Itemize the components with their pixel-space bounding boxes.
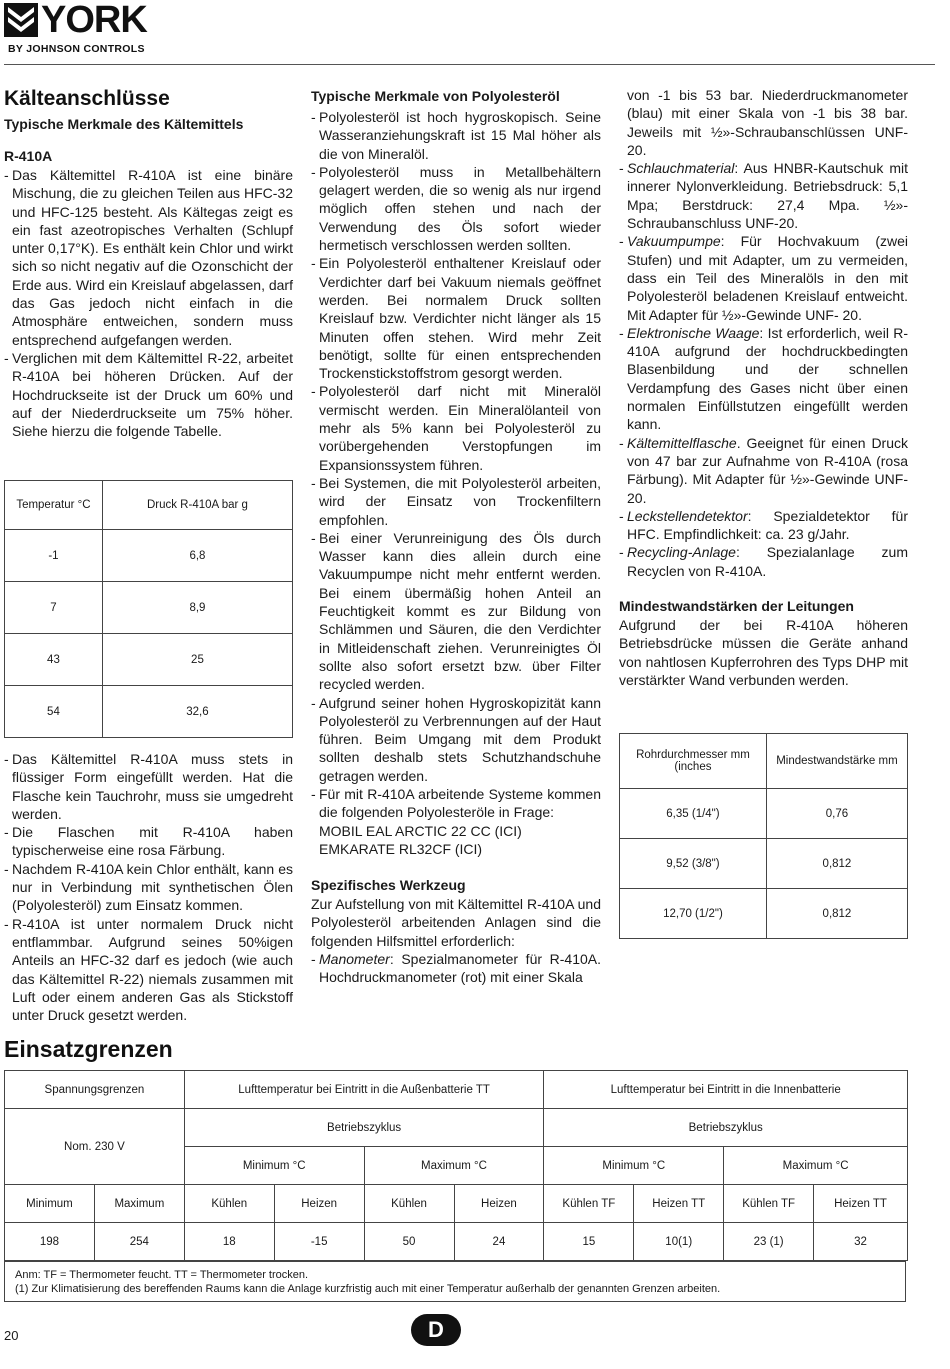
column-heading: Heizen TT [634,1185,724,1223]
list-item: - Bei Systemen, die mit Polyolesteröl arbeiten, wird der Einsatz von Trockenfiltern empfohlen. [311,474,601,529]
cell-temperature: 7 [5,582,103,634]
cell-value: 254 [94,1223,184,1261]
column-left-continued [4,750,293,1024]
brand-subtitle: BY JOHNSON CONTROLS [8,43,145,55]
tool-text: : Für Hochvakuum (zwei Stufen) und mit Adapter, um zu vermeiden, dass ein Teil des Mineralöls in den mit Polyolesteröl beladenen Kreislauf entweicht. Mit Adapter für ½»-Gewinde UNF- 20. [627,233,908,323]
list-item [619,434,908,507]
column-heading: Minimum [5,1185,95,1223]
list-item: - Polyolesteröl darf nicht mit Mineralöl vermischt werden. Ein Mineralölanteil von mehr als 5% kann bei Polyolesteröl zu vorübergehenden Verstopfungen im Expansionssystem führen. [311,382,601,473]
cell-wall: 0,812 [766,889,907,939]
cell-temperature: -1 [5,530,103,582]
pressure-table [4,480,293,738]
york-logo [4,0,164,59]
header-temperature: Temperatur °C [5,481,103,530]
tool-label: Vakuumpumpe [627,233,721,250]
tool-text: : Spezialanlage zum Recyclen von R-410A. [627,544,908,579]
refrigerant-handling-list [4,750,293,1024]
table-row [5,582,293,634]
list-item [619,324,908,434]
list-item: - Aufgrund seiner hohen Hygroskopizität kann Polyolesteröl zu Verbrennungen auf der Haut führen. Beim Umgang mit dem Produkt sollten deshalb stets Schutzhandschuhe getragen werden. [311,694,601,785]
note-footnote: (1) Zur Klimatisierung des bereffenden Raums kann die Anlage kurzfristig auch mit einer Temperatur außerhalb der genannten Grenzen arbeiten. [15,1283,721,1295]
table-row [5,530,293,582]
header-indoor-temperature: Lufttemperatur bei Eintritt in die Innenbatterie [544,1071,908,1109]
page-number: 20 [4,1328,19,1343]
header-voltage-limits: Spannungsgrenzen [5,1071,185,1109]
cell-value: -15 [274,1223,364,1261]
cell-diameter: 9,52 (3/8") [620,839,767,889]
refrigerant-name: R-410A [4,148,53,164]
header-pressure: Druck R-410A bar g [102,481,292,530]
list-item: - Verglichen mit dem Kältemittel R-22, arbeitet R-410A bei höheren Drücken. Auf der Hochdruckseite ist der Druck um 60% und auf der Niederdruckseite um 75% höher. Siehe hierzu die folgende Tabelle. [4,349,293,440]
polyolester-title: Typische Merkmale von Polyolesteröl [311,88,560,104]
table-row [620,889,908,939]
tool-text: . Geeignet für einen Druck von 47 bar zur Aufnahme von R-410A (rosa Färbung). Mit Adapter für ½»-Gewinde UNF-20. [627,434,908,506]
cell-value: 10(1) [634,1223,724,1261]
tool-text: : Spezialmanometer für R-410A. Hochdruckmanometer (rot) mit einer Skala [319,951,601,986]
column-left [4,86,293,440]
column-heading: Kühlen [364,1185,454,1223]
table-notes [4,1261,906,1302]
tool-text: : Spezialdetektor für HFC. Empfindlichkeit: ca. 23 g/Jahr. [627,507,908,543]
tools-title: Spezifisches Werkzeug [311,877,466,894]
cell-value: 18 [184,1223,274,1261]
cell-pressure: 8,9 [102,582,292,634]
cell-value: 198 [5,1223,95,1261]
header-diameter: Rohrdurchmesser mm (inches [620,734,767,789]
note-abbreviations: Anm: TF = Thermometer feucht. TT = Thermometer trocken. [15,1269,309,1281]
tool-label: Elektronische Waage [627,324,760,341]
header-cycle-outdoor: Betriebszyklus [184,1109,544,1147]
section-title-kaelteanschluesse: Kälteanschlüsse [4,87,170,110]
list-item: - Polyolesteröl muss in Metallbehältern gelagert werden, die so wenig als nur irgend möglich offen stehen und nach der Verwendung des Öls sofort wieder hermetisch verschlossen werden sollten. [311,163,601,254]
pipe-wall-table [619,733,908,939]
oil-name: EMKARATE RL32CF (ICI) [319,840,483,857]
tools-intro: Zur Aufstellung von mit Kältemittel R-410A und Polyolesteröl arbeitenden Anlagen sind die folgenden Hilfsmittel erforderlich: [311,896,601,949]
cell-value: 32 [814,1223,908,1261]
header-max-outdoor: Maximum °C [364,1147,544,1185]
tool-label: Recycling-Anlage [627,544,736,561]
tools-list-continued [619,159,908,580]
header-cycle-indoor: Betriebszyklus [544,1109,908,1147]
header-nominal-voltage: Nom. 230 V [5,1109,185,1185]
tool-text: : Aus HNBR-Kautschuk mit innerer Nylonverkleidung. Betriebsdruck: 5,1 Mpa; Berstdruck: 27,4 Mpa. ½»-Schraubanschluss UNF-20. [627,160,908,232]
polyolester-list [311,108,601,822]
list-item [619,507,908,544]
oil-list [311,822,601,859]
tool-label: Kältemittelflasche [627,434,737,451]
cell-pressure: 6,8 [102,530,292,582]
column-heading: Heizen [274,1185,364,1223]
refrigerant-subtitle: Typische Merkmale des Kältemittels [4,116,244,132]
table-header-row [620,734,908,789]
list-item [619,159,908,232]
wall-thickness-title: Mindestwandstärken der Leitungen [619,598,854,615]
cell-value: 50 [364,1223,454,1261]
tool-label: Manometer [319,951,390,968]
cell-wall: 0,812 [766,839,907,889]
cell-temperature: 54 [5,686,103,738]
table-row [620,789,908,839]
header-outdoor-temperature: Lufttemperatur bei Eintritt in die Außenbatterie TT [184,1071,544,1109]
oil-name: MOBIL EAL ARCTIC 22 CC (ICI) [319,822,522,839]
cell-wall: 0,76 [766,789,907,839]
cell-value: 24 [454,1223,544,1261]
table-row [5,634,293,686]
list-item: - Polyolesteröl ist hoch hygroskopisch. Seine Wasseranziehungskraft ist 15 Mal höher als die von Mineralöl. [311,108,601,163]
column-heading: Kühlen TF [544,1185,634,1223]
header-wall-thickness: Mindestwandstärke mm [766,734,907,789]
table-header-row [5,1071,908,1109]
column-heading: Heizen [454,1185,544,1223]
list-item: - R-410A ist unter normalem Druck nicht entflammbar. Aufgrund seines 50%igen Anteils an HFC-32 darf es jedoch (wie auch das Kältemittel R-22) niemals zusammen mit Luft oder einem anderen Gas als Stickstoff unter Druck gesetzt werden. [4,915,293,1025]
column-heading: Kühlen [184,1185,274,1223]
list-item [619,543,908,580]
column-right [619,86,908,689]
header-divider [4,64,935,65]
list-item: - Das Kältemittel R-410A ist eine binäre Mischung, die zu gleichen Teilen aus HFC-32 und HFC-125 besteht. Als Kältegas zeigt es ein fast azeotropisches Verhalten (Schlupf unter 0,17°K). Es enthält kein Chlor und wirkt sich so nicht negativ auf die Ozonschicht der Erde aus. Wird ein Kreislauf abgelassen, darf das Gas jedoch nicht einfach in die Atmosphäre entweichen, sondern muss entsprechend aufgefangen werden. [4,166,293,349]
tool-label: Schlauchmaterial [627,160,735,177]
brand-name: YORK [41,0,147,41]
york-logo-mark-icon [4,3,38,37]
table-header-row [5,1109,908,1147]
cell-pressure: 25 [102,634,292,686]
cell-value: 15 [544,1223,634,1261]
section-title-einsatzgrenzen: Einsatzgrenzen [4,1036,173,1062]
list-item: - Ein Polyolesteröl enthaltener Kreislauf oder Verdichter darf bei Vakuum niemals geöffnet werden. Bei normalem Druck sollten Kreislauf bzw. Verdichter nicht länger als 15 Minuten offen stehen. Wird mehr Zeit benötigt, sollte für einen entsprechenden Trockenstickstoffstrom gesorgt werden. [311,254,601,382]
column-heading: Maximum [94,1185,184,1223]
list-item: - Das Kältemittel R-410A muss stets in flüssiger Form eingefüllt werden. Hat die Flasche kein Tauchrohr, muss sie umgedreht werden. [4,750,293,823]
list-item [311,950,601,987]
list-item [619,232,908,323]
list-item: - Bei einer Verunreinigung des Öls durch Wasser kann dies allein durch eine Vakuumpumpe nicht mehr entfernt werden. Bei einem übermäßig hohen Anteil an Feuchtigkeit kommt es zur Bildung von Schlämmen und Säuren, die den Verdichter in Mitleidenschaft ziehen. Verunreinigtes Öl sollte also sofort ersetzt bzw. über Filter recycled werden. [311,529,601,694]
tool-label: Leckstellendetektor [627,507,748,524]
tool-text: : Ist erforderlich, weil R-410A aufgrund der hochdruckbedingten Blasenbildung und der schnellen Verdampfung des Gases nicht über einen normalen Einfüllstutzen eingefüllt werden kann. [627,324,908,433]
column-middle [311,86,601,987]
wall-thickness-text: Aufgrund der bei R-410A höheren Betriebsdrücke müssen die Geräte anhand von nahtlosen Kupferrohren des Typs DHP mit verstärkter Wand verbunden werden. [619,617,908,688]
table-row [5,1223,908,1261]
header-min-outdoor: Minimum °C [184,1147,364,1185]
column-heading: Heizen TT [814,1185,908,1223]
list-item: - Nachdem R-410A kein Chlor enthält, kann es nur in Verbindung mit synthetischen Ölen (Polyolesteröl) zum Einsatz kommen. [4,860,293,915]
header-min-indoor: Minimum °C [544,1147,724,1185]
header-max-indoor: Maximum °C [724,1147,908,1185]
refrigerant-list [4,166,293,440]
table-header-row [5,1185,908,1223]
tools-list [311,950,601,987]
column-heading: Kühlen TF [724,1185,814,1223]
table-header-row [5,481,293,530]
operating-limits-table [4,1070,908,1261]
table-row [5,686,293,738]
cell-diameter: 6,35 (1/4") [620,789,767,839]
table-row [620,839,908,889]
language-badge: D [411,1314,461,1346]
cell-temperature: 43 [5,634,103,686]
list-item: - Die Flaschen mit R-410A haben typischerweise eine rosa Färbung. [4,823,293,860]
cell-pressure: 32,6 [102,686,292,738]
tool-text-continued: von -1 bis 53 bar. Niederdruckmanometer (blau) mit einer Skala von -1 bis 38 bar. Jeweils mit ½»-Schraubanschlüssen UNF-20. [627,87,908,158]
list-item: - Für mit R-410A arbeitende Systeme kommen die folgenden Polyolesteröle in Frage: [311,785,601,822]
cell-value: 23 (1) [724,1223,814,1261]
cell-diameter: 12,70 (1/2") [620,889,767,939]
